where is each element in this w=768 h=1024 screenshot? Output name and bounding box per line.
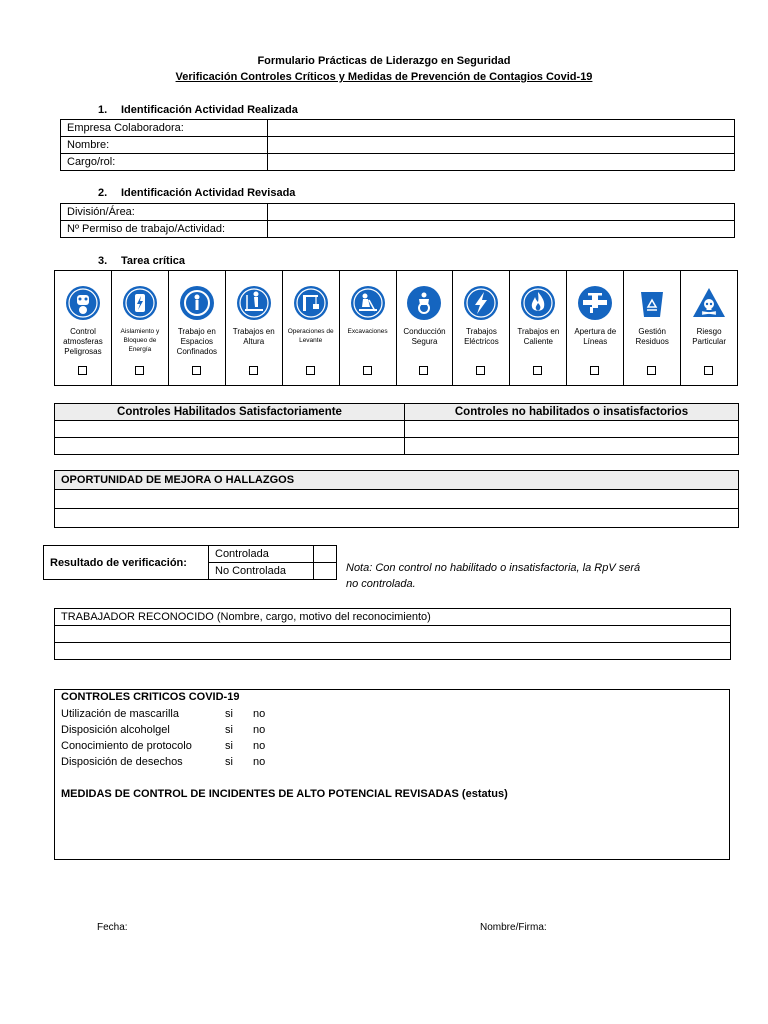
task-residuos bbox=[624, 271, 681, 385]
task-caliente bbox=[510, 271, 567, 385]
task-levante bbox=[283, 271, 340, 385]
table-row bbox=[55, 509, 739, 528]
unsatisfactory-cell[interactable] bbox=[405, 438, 739, 455]
covid-yes-option[interactable]: si bbox=[225, 708, 233, 720]
section3-heading: Tarea crítica bbox=[121, 255, 186, 267]
crane-icon bbox=[293, 285, 329, 321]
section2-table bbox=[60, 203, 735, 238]
measures-heading: MEDIDAS DE CONTROL DE INCIDENTES DE ALTO POTENCIAL REVISADAS (estatus) bbox=[61, 788, 508, 800]
recycle-bin-icon bbox=[634, 285, 670, 321]
task-conduccion bbox=[397, 271, 454, 385]
covid-yes-option[interactable]: si bbox=[225, 724, 233, 736]
task-altura bbox=[226, 271, 283, 385]
lightning-icon bbox=[463, 285, 499, 321]
task-checkbox[interactable] bbox=[590, 366, 599, 375]
name-label: Nombre: bbox=[61, 137, 268, 154]
recognized-cell[interactable] bbox=[55, 626, 731, 643]
section3-number: 3. bbox=[98, 255, 108, 267]
division-label: División/Área: bbox=[61, 204, 268, 221]
table-row bbox=[55, 438, 739, 455]
opportunity-cell[interactable] bbox=[55, 509, 739, 528]
table-row bbox=[55, 471, 739, 490]
height-work-icon bbox=[236, 285, 272, 321]
covid-no-option[interactable]: no bbox=[253, 708, 266, 720]
task-checkbox[interactable] bbox=[306, 366, 315, 375]
covid-item-label: Conocimiento de protocolo bbox=[61, 740, 192, 752]
valve-icon bbox=[577, 285, 613, 321]
table-row bbox=[55, 643, 731, 660]
result-controlled-check[interactable] bbox=[314, 546, 337, 563]
task-checkbox[interactable] bbox=[135, 366, 144, 375]
task-checkbox[interactable] bbox=[704, 366, 713, 375]
role-field[interactable] bbox=[268, 154, 735, 171]
covid-no-option[interactable]: no bbox=[253, 724, 266, 736]
task-control-atmosferas bbox=[55, 271, 112, 385]
company-field[interactable] bbox=[268, 120, 735, 137]
gas-mask-icon bbox=[65, 285, 101, 321]
task-label: Trabajos en Altura bbox=[232, 327, 275, 346]
critical-tasks-grid bbox=[54, 270, 738, 386]
result-option-not-controlled: No Controlada bbox=[209, 563, 314, 580]
task-label: Trabajos en Caliente bbox=[517, 327, 560, 346]
section1-number: 1. bbox=[98, 104, 108, 116]
confined-space-icon bbox=[179, 285, 215, 321]
task-label: Trabajos Eléctricos bbox=[464, 327, 499, 346]
controls-unsatisfactory-header: Controles no habilitados o insatisfactorios bbox=[405, 404, 739, 421]
covid-item-label: Disposición de desechos bbox=[61, 756, 183, 768]
task-checkbox[interactable] bbox=[647, 366, 656, 375]
task-label: Gestión Residuos bbox=[635, 327, 669, 346]
task-excavaciones bbox=[340, 271, 397, 385]
name-field[interactable] bbox=[268, 137, 735, 154]
signature-label: Nombre/Firma: bbox=[480, 922, 547, 933]
role-label: Cargo/rol: bbox=[61, 154, 268, 171]
table-row bbox=[55, 609, 731, 626]
task-aislamiento bbox=[112, 271, 169, 385]
recognized-table bbox=[54, 608, 731, 660]
task-label: Excavaciones bbox=[347, 328, 388, 335]
excavation-icon bbox=[350, 285, 386, 321]
section2-number: 2. bbox=[98, 187, 108, 199]
task-riesgo-particular bbox=[681, 271, 737, 385]
controls-table bbox=[54, 403, 739, 455]
steering-wheel-icon bbox=[406, 285, 442, 321]
task-checkbox[interactable] bbox=[78, 366, 87, 375]
task-checkbox[interactable] bbox=[533, 366, 542, 375]
task-checkbox[interactable] bbox=[249, 366, 258, 375]
covid-heading: CONTROLES CRITICOS COVID-19 bbox=[61, 691, 240, 703]
satisfactory-cell[interactable] bbox=[55, 438, 405, 455]
task-espacios-confinados bbox=[169, 271, 226, 385]
table-row bbox=[61, 137, 735, 154]
lockout-icon bbox=[122, 285, 158, 321]
task-label: Trabajo en Espacios Confinados bbox=[176, 327, 218, 356]
result-table bbox=[43, 545, 337, 580]
unsatisfactory-cell[interactable] bbox=[405, 421, 739, 438]
task-label: Control atmosferas Peligrosas bbox=[63, 327, 103, 356]
covid-yes-option[interactable]: si bbox=[225, 740, 233, 752]
form-subtitle: Verificación Controles Críticos y Medidas de Prevención de Contagios Covid-19 bbox=[175, 71, 593, 83]
table-row bbox=[44, 546, 337, 563]
table-row bbox=[61, 154, 735, 171]
task-apertura bbox=[567, 271, 624, 385]
section1-heading: Identificación Actividad Realizada bbox=[121, 104, 298, 116]
permit-field[interactable] bbox=[268, 221, 735, 238]
task-electricos bbox=[453, 271, 510, 385]
division-field[interactable] bbox=[268, 204, 735, 221]
result-note-line2: no controlada. bbox=[346, 578, 416, 590]
task-label: Conducción Segura bbox=[403, 327, 446, 346]
result-option-controlled: Controlada bbox=[209, 546, 314, 563]
satisfactory-cell[interactable] bbox=[55, 421, 405, 438]
task-label: Riesgo Particular bbox=[692, 327, 726, 346]
table-row bbox=[55, 626, 731, 643]
opportunity-header: OPORTUNIDAD DE MEJORA O HALLAZGOS bbox=[55, 471, 739, 490]
task-checkbox[interactable] bbox=[419, 366, 428, 375]
table-row bbox=[61, 204, 735, 221]
flame-icon bbox=[520, 285, 556, 321]
task-label: Apertura de Líneas bbox=[574, 327, 617, 346]
opportunity-cell[interactable] bbox=[55, 490, 739, 509]
covid-no-option[interactable]: no bbox=[253, 756, 266, 768]
task-checkbox[interactable] bbox=[363, 366, 372, 375]
task-label: Aislamiento y Bloqueo de Energía bbox=[120, 328, 160, 353]
result-not-controlled-check[interactable] bbox=[314, 563, 337, 580]
covid-yes-option[interactable]: si bbox=[225, 756, 233, 768]
table-row bbox=[55, 404, 739, 421]
result-note-line1: Nota: Con control no habilitado o insatisfactoria, la RpV será bbox=[346, 562, 641, 574]
controls-satisfactory-header: Controles Habilitados Satisfactoriamente bbox=[55, 404, 405, 421]
company-label: Empresa Colaboradora: bbox=[61, 120, 268, 137]
task-checkbox[interactable] bbox=[476, 366, 485, 375]
table-row bbox=[55, 421, 739, 438]
result-label: Resultado de verificación: bbox=[44, 546, 209, 580]
date-label: Fecha: bbox=[97, 922, 128, 933]
task-checkbox[interactable] bbox=[192, 366, 201, 375]
form-title: Formulario Prácticas de Liderazgo en Seguridad bbox=[257, 55, 511, 67]
covid-item-label: Disposición alcoholgel bbox=[61, 724, 170, 736]
section1-table bbox=[60, 119, 735, 171]
task-label: Operaciones de Levante bbox=[287, 328, 334, 344]
recognized-cell[interactable] bbox=[55, 643, 731, 660]
skull-warning-icon bbox=[691, 285, 727, 321]
covid-no-option[interactable]: no bbox=[253, 740, 266, 752]
table-row bbox=[61, 221, 735, 238]
section2-heading: Identificación Actividad Revisada bbox=[121, 187, 296, 199]
table-row bbox=[61, 120, 735, 137]
permit-label: Nº Permiso de trabajo/Actividad: bbox=[61, 221, 268, 238]
opportunity-table bbox=[54, 470, 739, 528]
table-row bbox=[55, 490, 739, 509]
covid-item-label: Utilización de mascarilla bbox=[61, 708, 179, 720]
recognized-header: TRABAJADOR RECONOCIDO (Nombre, cargo, motivo del reconocimiento) bbox=[55, 609, 731, 626]
